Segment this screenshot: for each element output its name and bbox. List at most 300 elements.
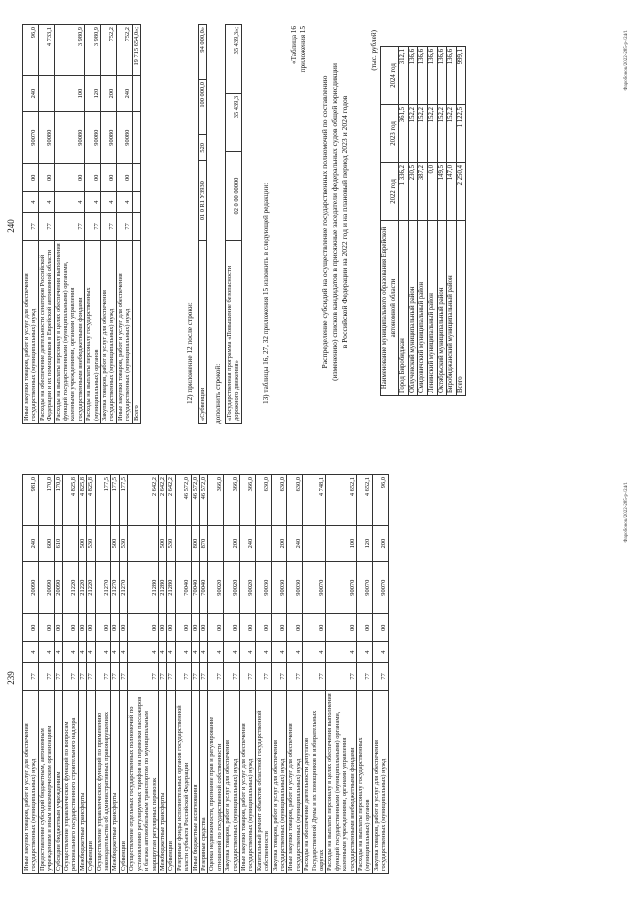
code-direction: 70040	[191, 562, 199, 614]
code-group: 00	[158, 614, 166, 642]
code-program: 77	[85, 212, 101, 240]
code-direction: 21270	[95, 562, 111, 614]
row-sum: 981,0	[23, 475, 39, 526]
code-sub: 4	[87, 642, 95, 662]
table-row	[54, 25, 85, 424]
code-sub: 4	[38, 192, 54, 212]
row-name: Межбюджетные трансферты	[158, 691, 166, 874]
code-type: 500	[78, 526, 86, 562]
code-program: 77	[119, 662, 127, 690]
code-group: 00	[271, 614, 287, 642]
row-name: Осуществление управленческих функций по вопросам регионального государственного строительного надзора	[63, 691, 79, 874]
header-name: Наименование муниципального образования Еврейской автономной области	[381, 221, 399, 396]
code-type	[255, 526, 271, 562]
year-value: 999,1	[456, 47, 466, 105]
code-type: 120	[357, 526, 373, 562]
code-sub: 4	[158, 642, 166, 662]
code-sub: 4	[175, 642, 191, 662]
code-group: 00	[54, 164, 85, 192]
code-group: 00	[119, 614, 127, 642]
table-row	[119, 475, 127, 874]
code-type: 120	[85, 76, 101, 112]
code-group: 00	[167, 614, 175, 642]
code-direction: 70040	[175, 562, 191, 614]
row-name: Иные закупки товаров, работ и услуг для обеспечения государственных (муниципальных) нужд	[116, 241, 132, 424]
table-row	[239, 475, 255, 874]
row-value-2: 35 439,3»;	[226, 25, 242, 94]
page-239	[0, 452, 637, 904]
code-direction: 90080	[38, 112, 54, 164]
row-name: Иные закупки товаров, работ и услуг для обеспечения государственных (муниципальных) нужд	[287, 691, 303, 874]
row-sum: 4 733,1	[38, 25, 54, 76]
code-sub: 4	[167, 642, 175, 662]
row-sum: 2 642,2	[158, 475, 166, 526]
code-direction: 21280	[167, 562, 175, 614]
code-type: 240	[23, 526, 39, 562]
code-group	[132, 164, 140, 192]
row-sum: 752,2	[116, 25, 132, 76]
code-sub: 4	[224, 642, 240, 662]
table-row	[224, 475, 240, 874]
table-row	[85, 25, 101, 424]
row-sum: 630,0	[271, 475, 287, 526]
row-sum: 3 980,9	[54, 25, 85, 76]
code-group: 00	[101, 164, 117, 192]
code-type: 100	[326, 526, 357, 562]
year-value: 149,5	[437, 163, 447, 221]
code-sub: 4	[95, 642, 111, 662]
code-direction: 20090	[54, 562, 62, 614]
row-sum: 3 980,9	[85, 25, 101, 76]
code-type	[175, 526, 191, 562]
row-name: Расходы на выплаты персоналу государственных (муниципальных) органов	[357, 691, 373, 874]
row-name: Межбюджетные трансферты	[78, 691, 86, 874]
table-row	[399, 47, 409, 396]
code-sub: 4	[271, 642, 287, 662]
table-row	[427, 47, 437, 396]
code-program: 77	[326, 662, 357, 690]
code-sub: 4	[372, 642, 388, 662]
row-sum: 96,0	[372, 475, 388, 526]
code-program: 77	[54, 212, 85, 240]
year-value: 0,0	[427, 163, 437, 221]
code-type	[128, 526, 159, 562]
header-year: 2023 год	[381, 105, 399, 163]
year-value: 152,2	[408, 105, 418, 163]
table-row	[271, 475, 287, 874]
code-type	[303, 526, 326, 562]
row-name: Межбюджетные трансферты	[111, 691, 119, 874]
code-group: 00	[372, 614, 388, 642]
row-sum: 4 825,8	[78, 475, 86, 526]
code-program: 77	[357, 662, 373, 690]
year-value: 136,6	[447, 47, 457, 105]
year-value: 136,6	[437, 47, 447, 105]
code-sub: 4	[303, 642, 326, 662]
code-type: 600	[38, 526, 54, 562]
code-program: 77	[372, 662, 388, 690]
code-program: 77	[239, 662, 255, 690]
row12-table	[198, 24, 207, 424]
code-program: 77	[95, 662, 111, 690]
municipality-name: Облученский муниципальный район	[408, 221, 418, 396]
code-group: 00	[128, 614, 159, 642]
code-group: 00	[54, 614, 62, 642]
table-row	[357, 475, 373, 874]
code-direction: 90020	[239, 562, 255, 614]
code-type: 530	[167, 526, 175, 562]
row-sum: 4 748,1	[303, 475, 326, 526]
added-row-table	[225, 24, 242, 424]
row-sum: 46 572,0	[191, 475, 199, 526]
distribution-heading: Распределение субсидий на осуществление государственных полномочий по составлению (изменению) списков кандидатов в присяжные заседатели федеральных судов общей юрисдикции в Российской Федерации на 2022 год и на плановый период 2023 и 2024 годов	[320, 63, 349, 381]
row-sum: 177,5	[111, 475, 119, 526]
municipality-name: Всего	[456, 221, 466, 396]
table-row	[78, 475, 86, 874]
code-program: 77	[63, 662, 79, 690]
table-row	[255, 475, 271, 874]
code-sub: 4	[78, 642, 86, 662]
table-row	[95, 475, 111, 874]
code-type	[63, 526, 79, 562]
table-row	[303, 475, 326, 874]
code-sub: 4	[287, 642, 303, 662]
row-sum: 177,5	[119, 475, 127, 526]
year-value: 147,0	[447, 163, 457, 221]
code-program: 77	[208, 662, 224, 690]
item-12-text: 12) приложение 12 после строки:	[186, 302, 194, 404]
code-group: 00	[38, 614, 54, 642]
code-sub: 4	[116, 192, 132, 212]
row-sum: 366,0	[239, 475, 255, 526]
code-group: 00	[326, 614, 357, 642]
table-row	[167, 475, 175, 874]
code-type: 530	[87, 526, 95, 562]
row-sum: 752,2	[101, 25, 117, 76]
code-direction: 21220	[87, 562, 95, 614]
code-group: 00	[95, 614, 111, 642]
year-value: 361,5	[399, 105, 409, 163]
table-row	[437, 47, 447, 396]
row-sum: 170,0	[38, 475, 54, 526]
row-name: Субсидии бюджетным учреждениям	[54, 691, 62, 874]
code-program: 77	[255, 662, 271, 690]
table-row	[287, 475, 303, 874]
code-direction: 70040	[199, 562, 207, 614]
year-value: 152,2	[437, 105, 447, 163]
page-footer: Фаробонок/2022-285-p-/24/1	[624, 30, 629, 91]
table-ref	[290, 26, 308, 72]
row-name: Субвенции	[119, 691, 127, 874]
code-sub: 4	[85, 192, 101, 212]
code-direction: 90080	[116, 112, 132, 164]
table-row	[111, 475, 119, 874]
page-number: 239	[6, 671, 16, 685]
code-program: 77	[38, 662, 54, 690]
code-sub	[132, 192, 140, 212]
code-type: 100	[54, 76, 85, 112]
code-program: 77	[101, 212, 117, 240]
table-row	[208, 475, 224, 874]
code-group: 00	[111, 614, 119, 642]
table-row	[38, 25, 54, 424]
units-label: (тыс. рублей)	[370, 30, 378, 71]
code-sub: 4	[255, 642, 271, 662]
code-sub: 4	[208, 642, 224, 662]
code-group: 00	[208, 614, 224, 642]
code-program: 77	[87, 662, 95, 690]
code-direction: 90030	[271, 562, 287, 614]
code-group: 00	[87, 614, 95, 642]
row-name: Закупка товаров, работ и услуг для обеспечения государственных (муниципальных) нужд	[101, 241, 117, 424]
code-type: 200	[372, 526, 388, 562]
code-direction: 90070	[23, 112, 39, 164]
row-sum: 46 572,0	[199, 475, 207, 526]
code-sub: 4	[54, 642, 62, 662]
code-direction: 90070	[326, 562, 357, 614]
row-name: Расходы на выплаты персоналу государственных (муниципальных) органов	[85, 241, 101, 424]
row-type: 520	[199, 135, 207, 161]
table-row	[63, 475, 79, 874]
code-type	[95, 526, 111, 562]
municipality-name: Октябрьский муниципальный район	[437, 221, 447, 396]
row-name: Иные бюджетные ассигнования	[191, 691, 199, 874]
row-sum: 4 825,8	[63, 475, 79, 526]
year-value: 152,2	[418, 105, 428, 163]
code-direction: 90070	[303, 562, 326, 614]
code-group: 00	[239, 614, 255, 642]
code-sub: 4	[111, 642, 119, 662]
row-name: Иные закупки товаров, работ и услуг для обеспечения государственных (муниципальных) нужд	[23, 241, 39, 424]
code-type: 240	[116, 76, 132, 112]
municipality-name: Смидовичский муниципальный район	[418, 221, 428, 396]
code-sub: 4	[54, 192, 85, 212]
table-row	[116, 25, 132, 424]
code-type: 200	[271, 526, 287, 562]
table-row	[447, 47, 457, 396]
code-direction: 90070	[357, 562, 373, 614]
code-sub: 4	[199, 642, 207, 662]
row-name: Субвенции	[87, 691, 95, 874]
row-name: «Субвенции	[199, 241, 207, 424]
code-sub: 4	[23, 642, 39, 662]
table-ref-line-2: приложения 15	[299, 26, 307, 73]
table-row	[418, 47, 428, 396]
code-program: 77	[175, 662, 191, 690]
code-sub: 4	[38, 642, 54, 662]
year-value: 230,5	[408, 163, 418, 221]
code-direction: 90080	[85, 112, 101, 164]
row-sum: 4 652,1	[326, 475, 357, 526]
code-group: 00	[78, 614, 86, 642]
row-sum: 96,0	[23, 25, 39, 76]
code-direction: 21220	[78, 562, 86, 614]
code-program: 77	[23, 212, 39, 240]
code-sub: 4	[239, 642, 255, 662]
row-name: Осуществление управленческих функций по применению законодательства об административных правонарушениях	[95, 691, 111, 874]
row-name: Закупка товаров, работ и услуг для обеспечения государственных (муниципальных) нужд	[224, 691, 240, 874]
row-sum: 630,0	[255, 475, 271, 526]
code-type: 530	[119, 526, 127, 562]
row-code: 02 0 00 00000	[226, 152, 242, 241]
table-row	[326, 475, 357, 874]
code-direction: 21270	[119, 562, 127, 614]
code-type: 500	[111, 526, 119, 562]
table-row	[23, 475, 39, 874]
budget-table-right	[22, 24, 141, 424]
table-ref-line-1: «Таблица 16	[290, 26, 298, 64]
code-program	[132, 212, 140, 240]
municipality-name: Ленинский муниципальный район	[427, 221, 437, 396]
row-name: Субвенции	[167, 691, 175, 874]
code-group: 00	[116, 164, 132, 192]
table-row	[456, 47, 466, 396]
code-program: 77	[303, 662, 326, 690]
year-value: 1 336,2	[399, 163, 409, 221]
code-group: 00	[303, 614, 326, 642]
code-program: 77	[158, 662, 166, 690]
code-program: 77	[271, 662, 287, 690]
row-sum: 2 642,2	[128, 475, 159, 526]
row-name: Расходы на выплаты персоналу в целях обеспечения выполнения функций государственными (муниципальными) органами, казенными учреждениями, органами управления государственными внебюджетными фондами	[326, 691, 357, 874]
code-group: 00	[191, 614, 199, 642]
code-program: 77	[191, 662, 199, 690]
code-sub: 4	[101, 192, 117, 212]
header-year: 2022 год	[381, 163, 399, 221]
row-name: Расходы на выплаты персоналу в целях обеспечения выполнения функций государственными (муниципальными) органами, казенными учреждениями, органами управления государственными внебюджетными фондами	[54, 241, 85, 424]
year-value: 136,6	[418, 47, 428, 105]
year-value: 387,2	[418, 163, 428, 221]
year-value: 152,2	[427, 105, 437, 163]
code-type: 500	[158, 526, 166, 562]
code-type: 240	[287, 526, 303, 562]
code-type: 200	[224, 526, 240, 562]
row-name: Капитальный ремонт объектов областной государственной собственности	[255, 691, 271, 874]
page-footer: Фаробонок/2022-285-p-/24/1	[624, 482, 629, 543]
code-sub: 4	[119, 642, 127, 662]
row-name: Осуществление отдельных государственных полномочий по установлению регулируемых тарифов на перевозки пассажиров и багажа автомобильным транспортом по муниципальным маршрутам регулярных перевозок	[128, 691, 159, 874]
code-direction: 90080	[101, 112, 117, 164]
row-name: Иные закупки товаров, работ и услуг для обеспечения государственных (муниципальных) нужд	[23, 691, 39, 874]
year-value: 2 250,4	[456, 163, 466, 221]
row-code: 01 0 R1 У3930	[199, 161, 207, 241]
table-row	[128, 475, 159, 874]
code-program: 77	[199, 662, 207, 690]
code-direction: 21280	[158, 562, 166, 614]
code-type: 610	[54, 526, 62, 562]
code-group: 00	[63, 614, 79, 642]
code-sub: 4	[23, 192, 39, 212]
row-sum: 366,0	[208, 475, 224, 526]
code-group: 00	[199, 614, 207, 642]
table-row	[199, 25, 207, 424]
code-program: 77	[23, 662, 39, 690]
code-group: 00	[357, 614, 373, 642]
code-direction: 21280	[128, 562, 159, 614]
row-name: Расходы на обеспечение деятельности депутатов Государственной Думы и их помощников в избирательных округах	[303, 691, 326, 874]
table-row	[226, 25, 242, 424]
row-name: Всего	[132, 241, 140, 424]
code-type: 870	[199, 526, 207, 562]
code-type: 240	[23, 76, 39, 112]
table-row	[54, 475, 62, 874]
code-group: 00	[23, 164, 39, 192]
row-sum: 630,0	[287, 475, 303, 526]
year-value: 136,6	[427, 47, 437, 105]
code-direction: 90030	[255, 562, 271, 614]
row-sum: 2 642,2	[167, 475, 175, 526]
code-group: 00	[175, 614, 191, 642]
row-name: Закупка товаров, работ и услуг для обеспечения государственных (муниципальных) нужд	[372, 691, 388, 874]
row-sum: 170,0	[54, 475, 62, 526]
page-number: 240	[6, 219, 16, 233]
row-name: Расходы на обеспечение деятельности сенаторов Российской Федерации и их помощников в Еврейской автономной области	[38, 241, 54, 424]
code-program: 77	[116, 212, 132, 240]
code-direction: 90080	[54, 112, 85, 164]
row-sum: 46 572,0	[175, 475, 191, 526]
code-direction: 20090	[23, 562, 39, 614]
code-group: 00	[23, 614, 39, 642]
code-direction	[132, 112, 140, 164]
year-value: 1 122,5	[456, 105, 466, 163]
row-sum: 19 715 654,0»;	[132, 25, 140, 76]
table-row	[199, 475, 207, 874]
table-row	[87, 475, 95, 874]
code-sub: 4	[128, 642, 159, 662]
row-value-2: 94 000,0»	[199, 25, 207, 80]
code-program: 77	[167, 662, 175, 690]
code-direction: 20090	[38, 562, 54, 614]
code-program: 77	[287, 662, 303, 690]
municipality-name: Биробиджанский муниципальный район	[447, 221, 457, 396]
row-name: Закупка товаров, работ и услуг для обеспечения государственных (муниципальных) нужд	[271, 691, 287, 874]
code-direction: 90020	[208, 562, 224, 614]
row-sum: 366,0	[224, 475, 240, 526]
code-group: 00	[224, 614, 240, 642]
header-year: 2024 год	[381, 47, 399, 105]
year-value: 136,6	[408, 47, 418, 105]
year-value: 152,2	[447, 105, 457, 163]
table-row	[191, 475, 199, 874]
code-program: 77	[224, 662, 240, 690]
supplement-text: дополнить строкой:	[214, 363, 222, 424]
row-value-1: 100 000,0	[199, 80, 207, 135]
row-sum: 4 652,1	[357, 475, 373, 526]
budget-table-left	[22, 474, 389, 874]
code-program: 77	[38, 212, 54, 240]
code-program: 77	[128, 662, 159, 690]
distribution-table	[380, 46, 466, 396]
table-row	[101, 25, 117, 424]
table-row	[372, 475, 388, 874]
table-row	[158, 475, 166, 874]
code-program: 77	[111, 662, 119, 690]
code-group: 00	[287, 614, 303, 642]
row-name: Резервные средства	[199, 691, 207, 874]
row-sum: 4 825,8	[87, 475, 95, 526]
code-direction: 21220	[63, 562, 79, 614]
item-13-text: 13) таблицы 16, 27, 32 приложения 15 изложить в следующей редакции:	[262, 182, 270, 404]
table-header-row	[381, 47, 399, 396]
row-name: Предоставление субсидий бюджетным, автономным учреждениям и иным некоммерческим организациям	[38, 691, 54, 874]
code-direction: 90020	[224, 562, 240, 614]
table-row	[38, 475, 54, 874]
code-sub: 4	[63, 642, 79, 662]
row-name: Иные закупки товаров, работ и услуг для обеспечения государственных (муниципальных) нужд	[239, 691, 255, 874]
code-group: 00	[38, 164, 54, 192]
row-name: Оценка недвижимости, признание прав и регулирование отношений по государственной собственности	[208, 691, 224, 874]
row-sum: 177,5	[95, 475, 111, 526]
